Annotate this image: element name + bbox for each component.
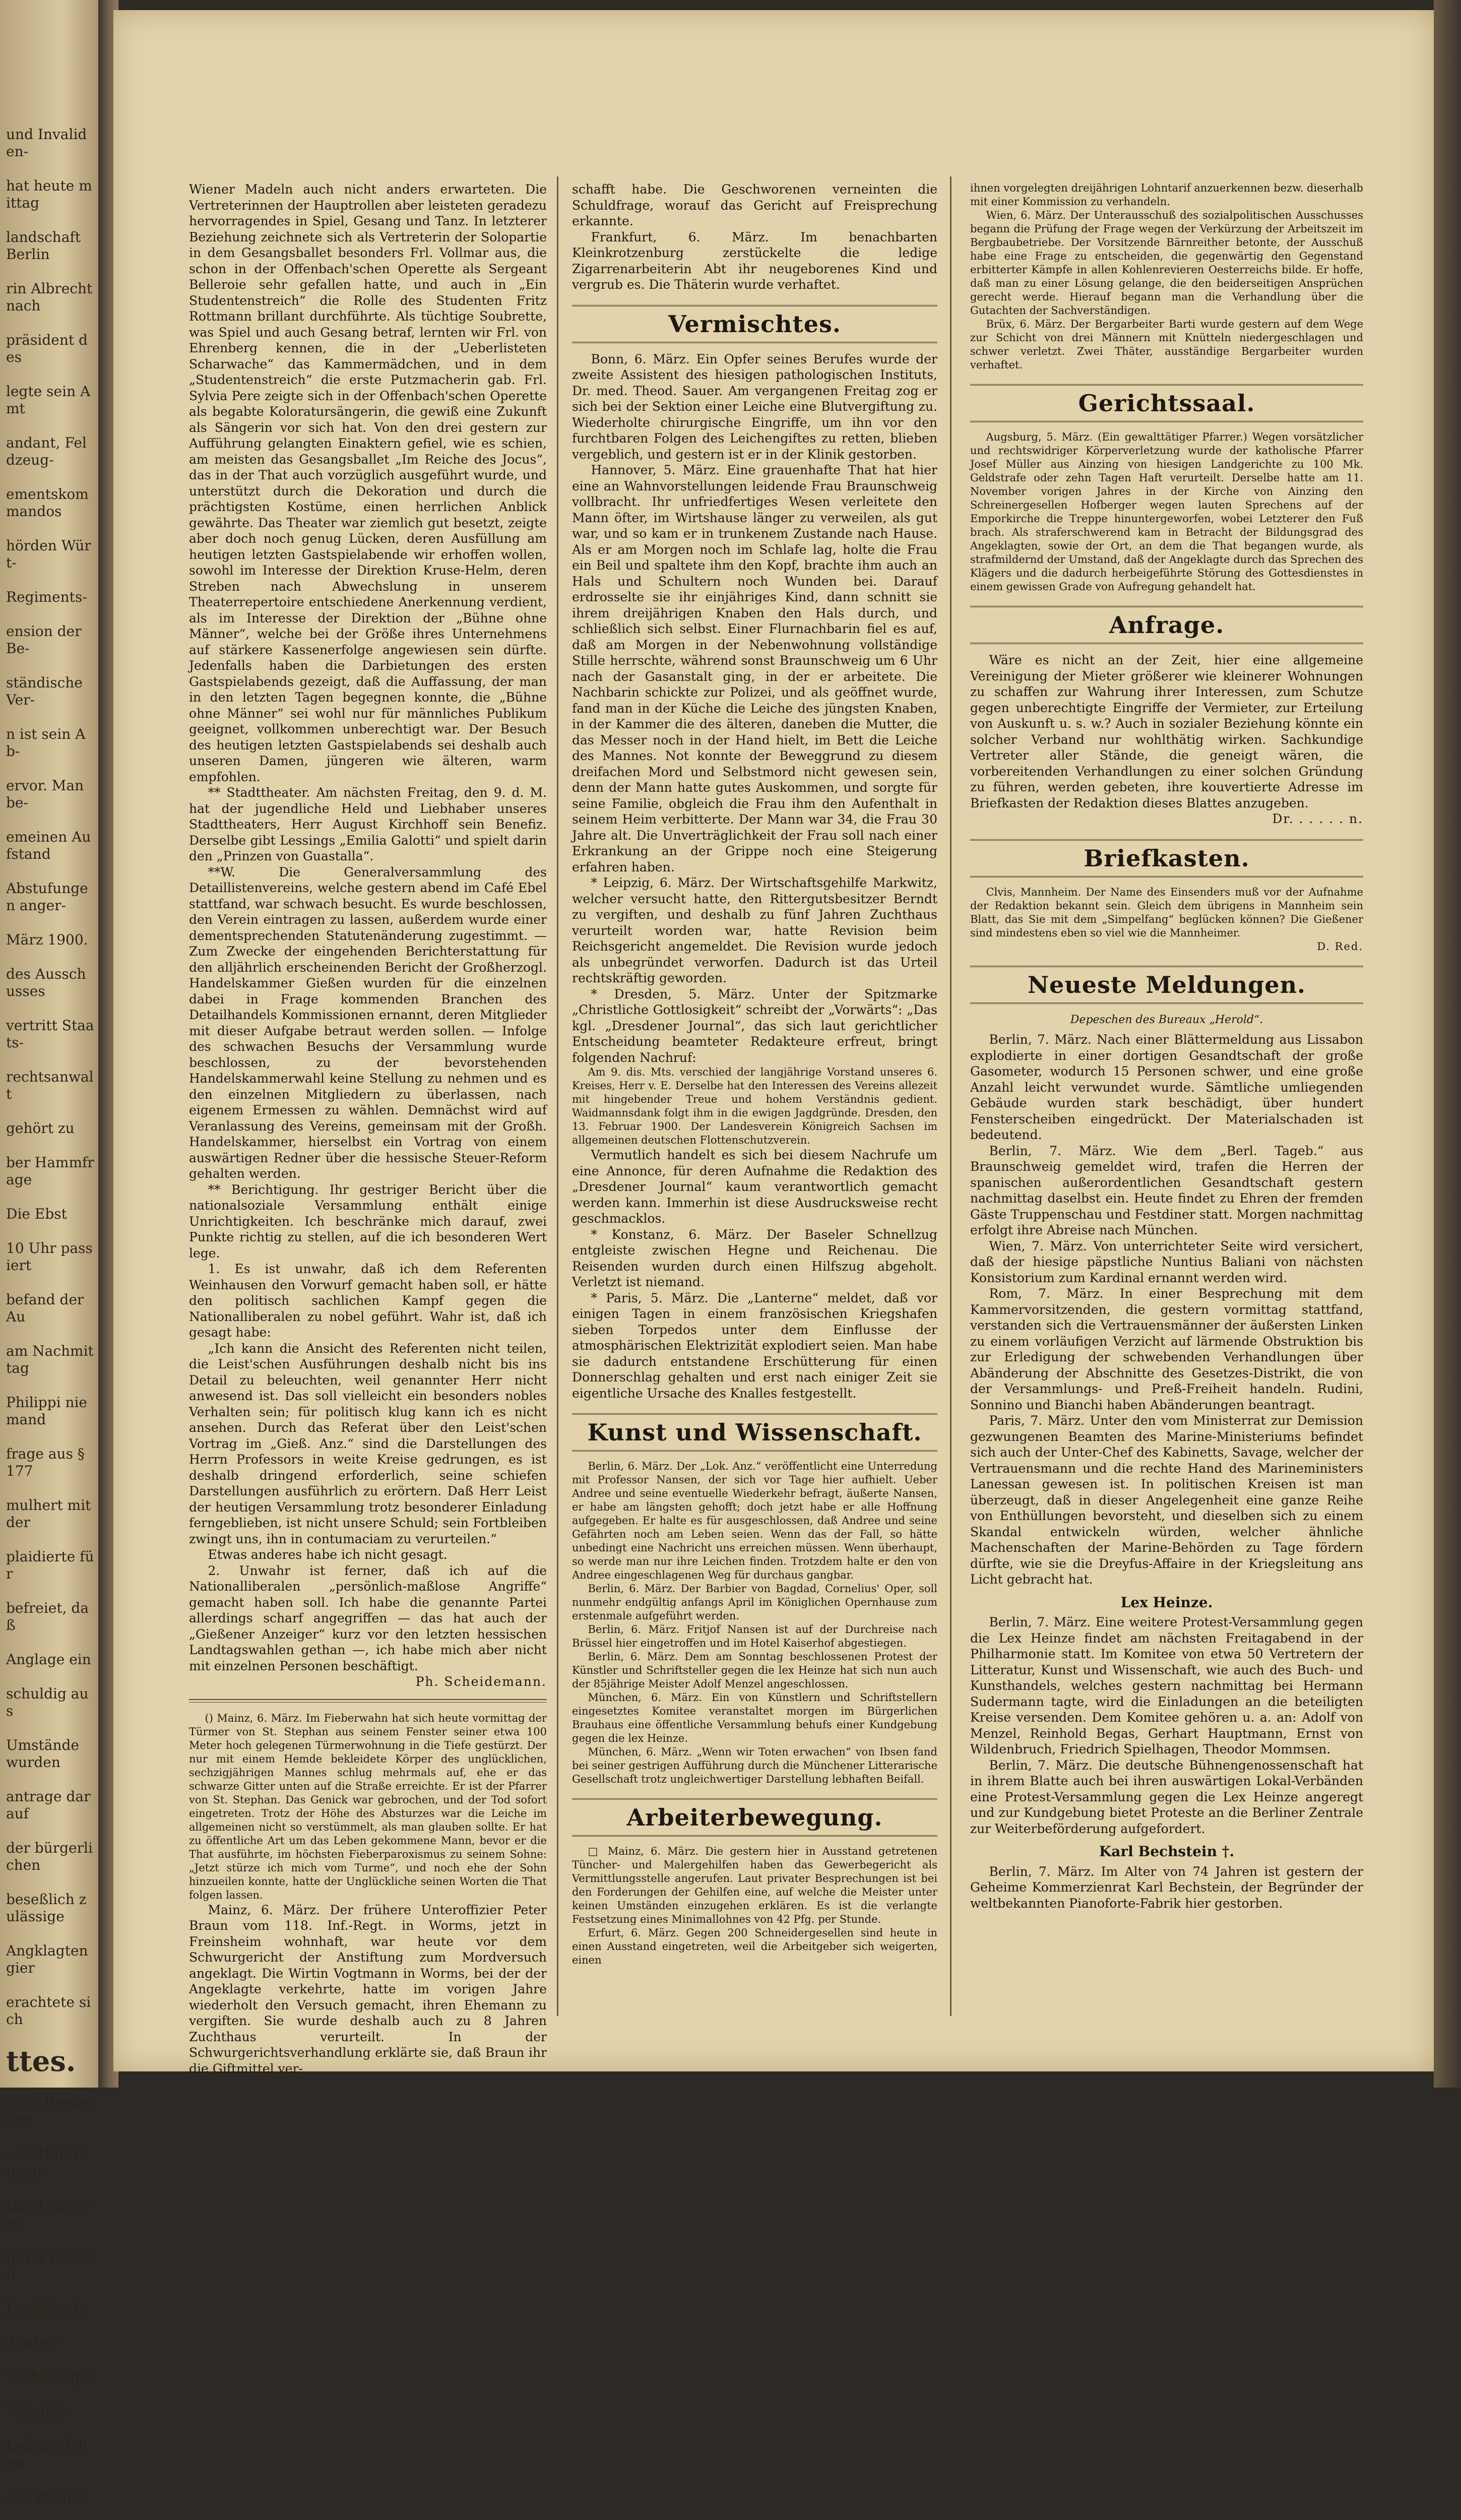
- kunst-item-4: Berlin, 6. März. Dem am Sonntag beschlossenen Protest der Künstler und Schriftsteller gegen die lex Heinze hat sich nun auch der 85jährige Meister Adolf Menzel angeschlossen.: [572, 1651, 937, 1690]
- heading-neueste-meldungen: Neueste Meldungen.: [970, 966, 1363, 1004]
- meldung-rom: Rom, 7. März. In einer Besprechung mit dem Kammervorsitzenden, die gestern vormittag stattfand, verstanden sich die Vertrauensmänner der äußersten Linken zu einem vorläufigen Verzicht auf lärmende Obstruktion bis zur Erledigung der schwebenden Verhandlungen über Abänderung der Abschnitte des Gesetzes-Distrikt, die von der Versammlungs- und Preß-Freiheit handeln. Rudini, Sonnino und Bianchi haben Abänderungen beantragt.: [970, 1286, 1363, 1412]
- kunst-item-1: Berlin, 6. März. Der „Lok. Anz.“ veröffentlicht eine Unterredung mit Professor Nansen, der sich vor Tage hier aufhielt. Ueber Andree und seine eventuelle Wiederkehr befragt, äußerte Nansen, er habe am längsten gehofft; doch jetzt habe er alle Hoffnung aufgegeben. Er halte es für ausgeschlossen, daß Andree und seine Gefährten noch am Leben seien. Wenn das der Fall, so hätte unbedingt eine Nachricht uns erreichen müssen. Wenn überhaupt, so werde man nur ihre Leichen finden. Trotzdem halte er den von Andree eingeschlagenen Weg für durchaus gangbar.: [572, 1460, 937, 1581]
- left-fragment-line: schuldig aus: [6, 1685, 89, 1719]
- berichtigung-point-2: 2. Unwahr ist ferner, daß ich auf die Nationalliberalen „persönlich-maßlose Angriffe“ gemacht haben soll. Ich habe die genannte Partei allerdings scharf angegriffen — das hat auch der „Gießener Anzeiger“ kurz vor den letzten hessischen Landtagswahlen gethan —, ich habe mich aber nicht mit einzelnen Personen beschäftigt.: [189, 1563, 547, 1673]
- dresden-report: * Dresden, 5. März. Unter der Spitzmarke „Christliche Gottlosigkeit“ schreibt der „Vorwärts“: „Das kgl. „Dresdener Journal“, das sich laut gerichtlicher Entscheidung beamteter Redakteure erfreut, bringt folgenden Nachruf:: [572, 986, 937, 1065]
- left-fragment-line: landschaft Berlin: [6, 229, 81, 263]
- heading-lex-heinze: Lex Heinze.: [1120, 1594, 1213, 1611]
- newspaper-page: [113, 10, 1434, 2076]
- left-fragment-line: e Gr. Regierung: [6, 2095, 92, 2128]
- heading-karl-bechstein: Karl Bechstein †.: [1099, 1843, 1235, 1860]
- left-fragment-line: ension der Be-: [6, 623, 82, 657]
- arbeiter-item-2: Erfurt, 6. März. Gegen 200 Schneidergesellen sind heute in einen Ausstand eingetreten, weil die Arbeitgeber sich weigerten, einen: [572, 1927, 937, 1966]
- heading-briefkasten: Briefkasten.: [970, 839, 1363, 877]
- briefkasten-signature: D. Red.: [1317, 940, 1363, 953]
- left-fragment-line: und Invaliden-: [6, 126, 87, 160]
- left-fragment-line: Philippi niemand: [6, 1394, 87, 1428]
- stadttheater-notice: ** Stadttheater. Am nächsten Freitag, den 9. d. M. hat der jugendliche Held und Liebhaber unseres Stadttheaters, Herr August Kirchhoff sein Benefiz. Derselbe gibt Lessings „Emilia Galotti“ und spielt darin den „Prinzen von Guastalla“.: [189, 785, 547, 863]
- arbeiter-item-1: □ Mainz, 6. März. Die gestern hier in Ausstand getretenen Tüncher- und Malergehilfen haben das Gewerbegericht als Vermittlungsstelle angerufen. Laut privater Besprechungen ist bei den Forderungen der Gehilfen eine, auf welche die Meister unter keinen Umständen einzugehen erklären. Es ist die verlangte Festsetzung eines Minimallohnes von 42 Pfg. per Stunde.: [572, 1845, 937, 1925]
- meldung-braunschweig: Berlin, 7. März. Wie dem „Berl. Tageb.“ aus Braunschweig gemeldet wird, trafen die Herren der spanischen außerordentlichen Gesandtschaft gestern nachmittag daselbst ein. Heute findet zu Ehren der fremden Gäste Truppenschau und Festdiner statt. Morgen nachmittag erfolgt ihre Abreise nach München.: [970, 1143, 1363, 1237]
- mainz-tuermer-report: () Mainz, 6. März. Im Fieberwahn hat sich heute vormittag der Türmer von St. Stephan aus seinem Fenster seiner etwa 100 Meter hoch gelegenen Türmerwohnung in die Tiefe gestürzt. Der nur mit einem Hemde bekleidete Körper des unglücklichen, sechzigjährigen Mannes schlug mehrmals auf, ehe er das schwarze Gitter unten auf die Straße erreichte. Er ist der Pfarrer von St. Stephan. Das Genick war gebrochen, und der Tod sofort eingetreten. Trotz der Höhe des Absturzes war die Leiche im allgemeinen nicht so verstümmelt, als man glauben sollte. Er hat zu öffentliche Art um das Leben gekommene Mann, bevor er die That ausführte, im höchsten Fieberparoxismus zu seinem Sohne: „Jetzt stürze ich mich vom Turme“, und noch ehe der Sohn hinzueilen konnte, hatte der Unglückliche seinen Worten die That folgen lassen.: [189, 1712, 547, 1901]
- meldung-paris: Paris, 7. März. Unter den vom Ministerrat zur Demission gezwungenen Beamten des Marine-Ministeriums befindet sich auch der Unter-Chef des Kabinetts, Savage, welcher der Vertrauensmann und die rechte Hand des Marineministers Lanessan gewesen ist. In politischen Kreisen ist man überzeugt, daß in dieser Angelegenheit eine ganze Reihe von Enthüllungen bevorsteht, und dieselben sich zu einem Skandal entwickeln würden, welcher ähnliche Machenschaften der Marine-Behörden zu Tage fördern dürfte, wie sie die Dreyfus-Affaire in der Kriegsleitung ans Licht gebracht hat.: [970, 1413, 1363, 1587]
- left-fragment-line: hörden Würt-: [6, 537, 91, 571]
- separator: [189, 1699, 547, 1703]
- left-fragment-line: rechtsanwalt: [6, 1068, 94, 1102]
- bonn-report: Bonn, 6. März. Ein Opfer seines Berufes wurde der zweite Assistent des hiesigen pathologischen Instituts, Dr. med. Theod. Sauer. Am vergangenen Freitag zog er sich bei der Sektion einer Leiche eine Blutvergiftung zu. Wiederholte chirurgische Eingriffe, um ihn vor den furchtbaren Folgen des Leichengiftes zu retten, blieben vergeblich, und gestern ist er in der Klinik gestorben.: [572, 351, 937, 462]
- left-fragment-line: Technologie: [6, 2369, 92, 2385]
- hannover-report: Hannover, 5. März. Eine grauenhafte That hat hier eine an Wahnvorstellungen leidende Frau Braunschweig vollbracht. Ihr unfriedfertiges Wesen verleitete den Mann öfter, im Wirtshause länger zu verweilen, als gut war, und so kam er in trunkenem Zustande nach Hause. Als er am Morgen noch im Schlafe lag, holte die Frau ein Beil und spaltete ihm den Kopf, brachte ihm auch an Hals und Schultern noch Wunden bei. Darauf erdrosselte sie ihr einjähriges Kind, dann schnitt sie ihrem dreijährigen Knaben den Hals durch, und schließlich sich selbst. Einer Flurnachbarin fiel es auf, daß am Morgen in der Nebenwohnung vollständige Stille herrschte, während sonst Braunschweig um 6 Uhr nach der Gasanstalt ging, in der er arbeitete. Die Nachbarin schickte zur Polizei, und als geöffnet wurde, fand man in der Küche die Leiche des jüngsten Knaben, in der Kammer die des älteren, daneben die Mutter, die das Messer noch in der Hand hielt, im Bett die Leiche des Mannes. Not konnte der Beweggrund zu diesem dreifachen Mord und Selbstmord nicht gewesen sein, denn der Mann hatte gutes Auskommen, und sorgte für seine Familie, obgleich die Frau ihm den Aufenthalt in seinem Heim verbitterte. Der Mann war 34, die Frau 30 Jahre alt. Die Unverträglichkeit der Frau soll nach einer Erkrankung an der Grippe noch eine Steigerung erfahren haben.: [572, 463, 937, 874]
- left-fragment-line: ementskommandos: [6, 486, 89, 520]
- heading-arbeiterbewegung: Arbeiterbewegung.: [572, 1798, 937, 1837]
- kunst-item-5: München, 6. März. Ein von Künstlern und Schriftstellern eingesetztes Komitee veranstaltet morgen im Bürgerlichen Brauhaus eine öffentliche Versammlung behufs einer Kundgebung gegen die lex Heinze.: [572, 1691, 937, 1744]
- berichtigung-intro: ** Berichtigung. Ihr gestriger Bericht über die nationalsoziale Versammlung enthält einige Unrichtigkeiten. Ich beschränke mich darauf, zwei Punkte richtig zu stellen, auf die ich besonderen Wert lege.: [189, 1182, 547, 1261]
- left-fragment-line: ihren Bänden: [6, 2249, 94, 2283]
- signature-scheidemann: Ph. Scheidemann.: [415, 1674, 547, 1689]
- left-fragment-line: andant, Feldzeug-: [6, 434, 87, 468]
- anfrage-signature: Dr. . . . . . n.: [1272, 811, 1363, 826]
- left-fragment-line: Volontär: [6, 2403, 67, 2420]
- left-fragment-line: vertritt Staats-: [6, 1017, 94, 1051]
- left-page-fragments: [6, 126, 94, 2520]
- dresden-nachruf: Am 9. dis. Mts. verschied der langjährige Vorstand unseres 6. Kreises, Herr v. E. Derselbe hat den Interessen des Vereins allezeit mit hingebender Treue und hohem Verständnis gedient. Waidmannsdank folgt ihm in die ewigen Jagdgründe. Dresden, den 13. Februar 1900. Der Landesverein Königreich Sachsen im allgemeinen deutschen Flottenschutzverein.: [572, 1066, 937, 1146]
- berichtigung-point-1: 1. Es ist unwahr, daß ich dem Referenten Weinhausen den Vorwurf gemacht haben soll, er hätte den politisch sachlichen Kampf gegen die Nationalliberalen zu nobel geführt. Wahr ist, daß ich gesagt habe:: [189, 1262, 547, 1340]
- detaillisten-verein-report: **W. Die Generalversammlung des Detaillistenvereins, welche gestern abend im Café Ebel stattfand, war schwach besucht. Es wurde beschlossen, den Verein eintragen zu lassen, außerdem wurde einer dementsprechenden Statutenänderung zugestimmt. — Zum Zwecke der eingehenden Berichterstattung für den alljährlich erscheinenden Bericht der Großherzogl. Handelskammer Gießen wurden für die einzelnen dabei in Frage kommenden Branchen des Detailhandels Kommissionen ernannt, deren Mitglieder mit dieser Aufgabe betraut werden sollen. — Infolge des schwachen Besuchs der Versammlung wurde beschlossen, zu der bevorstehenden Handelskammerwahl keine Stellung zu nehmen und es den einzelnen Mitgliedern zu überlassen, nach eigenem Ermessen zu wählen. Demnächst wird auf Veranlassung des Vereins, gemeinsam mit der Großh. Handelskammer, hierselbst ein Vortrag von einem auswärtigen Redner über die hessische Steuer-Reform gehalten werden.: [189, 864, 547, 1181]
- left-fragment-line: ttes.: [6, 2045, 76, 2078]
- left-fragment-line: emeinen Aufstand: [6, 829, 91, 862]
- verdict-text: schafft habe. Die Geschworenen verneinten die Schuldfrage, worauf das Gericht auf Freisprechung erkannte.: [572, 182, 937, 228]
- left-fragment-line: plaidierte für: [6, 1548, 94, 1582]
- left-fragment-line: Im Monat Fe-: [6, 2197, 90, 2231]
- left-fragment-line: Regiments-: [6, 589, 87, 605]
- meldung-wien: Wien, 7. März. Von unterrichteter Seite wird versichert, daß der hiesige päpstliche Nuntius Baliani von nächsten Konsistorium zum Kardinal ernannt werden wird.: [970, 1238, 1363, 1285]
- bechstein-obituary: Berlin, 7. März. Im Alter von 74 Jahren ist gestern der Geheime Kommerzienrat Karl Bechstein, der Begründer der weltbekannten Pianoforte-Fabrik hier gestorben.: [970, 1864, 1363, 1911]
- left-fragment-line: und Häterlinnen: [6, 2146, 89, 2180]
- leipzig-report: * Leipzig, 6. März. Der Wirtschaftsgehilfe Markwitz, welcher versucht hatte, den Rittergutsbesitzer Berndt zu vergiften, und deshalb zu fünf Jahren Zuchthaus verurteilt worden war, hatte Revision beim Reichsgericht angemeldet. Die Revision wurde jedoch als unbegründet verworfen. Dadurch ist das Urteil rechtskräftig geworden.: [572, 875, 937, 985]
- kunst-item-2: Berlin, 6. März. Der Barbier von Bagdad, Cornelius' Oper, soll nunmehr endgültig anfangs April im Königlichen Opernhause zum erstenmale aufgeführt werden.: [572, 1583, 937, 1622]
- left-fragment-line: des Wiener: [6, 2489, 87, 2505]
- heading-anfrage: Anfrage.: [970, 606, 1363, 644]
- left-fragment-line: beseßlich zulässige: [6, 1891, 87, 1925]
- left-fragment-line: legte sein Amt: [6, 383, 91, 417]
- left-fragment-line: Lehrmädchen: [6, 2437, 88, 2471]
- meldung-lissabon: Berlin, 7. März. Nach einer Blättermeldung aus Lissabon explodierte in einer dortigen Gesandtschaft der große Gasometer, wodurch 15 Personen schwer, und eine große Anzahl leicht verwundet wurde. Sämtliche umliegenden Gebäude wurden stark beschädigt, über hundert Fensterscheiben eingedrückt. Der Materialschaden ist bedeutend.: [970, 1032, 1363, 1142]
- left-fragment-line: antrage darauf: [6, 1788, 91, 1822]
- left-fragment-line: erachtete sich: [6, 1994, 91, 2028]
- mainz-braun-report: Mainz, 6. März. Der frühere Unteroffizier Peter Braun vom 118. Inf.-Regt. in Worms, jetzt in Freinsheim wohnhaft, war heute vor dem Schwurgericht der Anstiftung zum Mordversuch angeklagt. Die Wirtin Vogtmann in Worms, bei der der Angeklagte verkehrte, hatte im vorigen Jahre wiederholt den Versuch gemacht, ihren Ehemann zu vergiften. Sie wurde deshalb auch zu 8 Jahren Zuchthaus verurteilt. In der Schwurgerichtsverhandlung erklärte sie, daß Braun ihr die Giftmittel ver-: [189, 1902, 547, 2076]
- heading-vermischtes: Vermischtes.: [572, 305, 937, 343]
- left-fragment-line: Die Ebst: [6, 1206, 67, 1222]
- depeschen-subtitle: Depeschen des Bureaux „Herold“.: [1070, 1013, 1263, 1026]
- book-edge: [1434, 0, 1461, 2088]
- wien-ausschuss-report: Wien, 6. März. Der Unterausschuß des sozialpolitischen Ausschusses begann die Prüfung der Frage wegen der Verkürzung der Arbeitszeit im Bergbaubetriebe. Der Vorsitzende Bärnreither betonte, der Ausschuß habe eine Frage zu entscheiden, die gegenwärtig den Gegenstand erbitterter Kämpfe in allen Kohlenrevieren Oesterreichs bilde. Er hoffe, daß man zu einer Lösung gelange, die den beiderseitigen Ansprüchen gerecht werde. Hierauf begann man die Verhandlung über die Gutachten der Sachverständigen.: [970, 209, 1363, 317]
- left-fragment-line: gehört zu: [6, 1120, 75, 1137]
- heading-gerichtssaal: Gerichtssaal.: [970, 384, 1363, 422]
- left-fragment-line: Umstände wurden: [6, 1737, 79, 1771]
- kunst-item-6: München, 6. März. „Wenn wir Toten erwachen“ von Ibsen fand bei seiner gestrigen Aufführung durch die Münchener Litterarische Gesellschaft trotz ungleichwertiger Darstellung lebhaften Beifall.: [572, 1746, 937, 1785]
- anfrage-text: Wäre es nicht an der Zeit, hier eine allgemeine Vereinigung der Mieter größerer wie kleinerer Wohnungen zu schaffen zur Wahrung ihrer Interessen, zum Schutze gegen unberechtigte Eingriffe der Vermieter, zur Erteilung von Auskunft u. s. w.? Auch in sozialer Beziehung könnte ein solcher Verband nur wohlthätig wirken. Sachkundige Vertreter aller Stände, die geneigt wären, die vorbereitenden Verhandlungen zu einer solchen Gründung zu führen, werden gebeten, ihre kouvertierte Adresse im Briefkasten der Redaktion dieses Blattes anzugeben.: [970, 653, 1363, 810]
- left-fragment-line: befand der Au: [6, 1291, 84, 1325]
- lex-heinze-item-1: Berlin, 7. März. Eine weitere Protest-Versammlung gegen die Lex Heinze findet am nächsten Freitagabend in der Philharmonie statt. Im Komitee von etwa 50 Vertretern der Litteratur, Kunst und Wissenschaft, wie auch des Buch- und Kunsthandels, welches gestern nachmittag bei Hermann Sudermann tagte, wird die Einladungen an die beteiligten Kreise versenden. Dem Komitee gehören u. a. an: Adolf von Menzel, Reinhold Begas, Gerhart Hauptmann, Ernst von Wildenbruch, Friedrich Spielhagen, Theodor Mommsen.: [970, 1615, 1363, 1756]
- left-fragment-line: Angklagten gier: [6, 1942, 88, 1976]
- left-fragment-line: mulhert mit der: [6, 1497, 91, 1531]
- left-fragment-line: am Nachmittag: [6, 1343, 94, 1376]
- lohntarif-text: ihnen vorgelegten dreijährigen Lohntarif anzuerkennen bezw. dieserhalb mit einer Kommission zu verhandeln.: [970, 182, 1364, 208]
- left-fragment-line: frage aus § 177: [6, 1445, 85, 1479]
- kunst-item-3: Berlin, 6. März. Fritjof Nansen ist auf der Durchreise nach Brüssel hier eingetroffen und im Hotel Kaiserhof abgestiegen.: [572, 1623, 937, 1649]
- konstanz-report: * Konstanz, 6. März. Der Baseler Schnellzug entgleiste zwischen Hegne und Reichenau. Die Reisenden wurden durch einen Hilfszug abgeholt. Verletzt ist niemand.: [572, 1227, 937, 1289]
- left-fragment-line: hat heute mittag: [6, 177, 92, 211]
- left-fragment-line: ber Hammfrage: [6, 1154, 94, 1188]
- column-3: [970, 181, 1363, 2016]
- left-fragment-line: präsident des: [6, 332, 88, 365]
- left-page-margin: [0, 0, 103, 2505]
- left-fragment-line: Anglage ein: [6, 1651, 91, 1668]
- dresden-comment: Vermutlich handelt es sich bei diesem Nachrufe um eine Annonce, für deren Aufnahme die Redaktion des „Dresdener Journal“ kaum verantwortlich gemacht werden kann. Immerhin ist diese Ausdrucksweise recht geschmacklos.: [572, 1148, 937, 1226]
- theater-review-text: Wiener Madeln auch nicht anders erwarteten. Die Vertreterinnen der Hauptrollen aber leisteten geradezu hervorragendes in Spiel, Gesang und Tanz. In letzterer Beziehung zeichnete sich als Vertreterin der Solopartie in dem Gesangsballet besonders Frl. Vollmar aus, die schon in der Offenbach'schen Operette als Sergeant Belleroie sehr gefallen hatte, und auch in „Ein Studentenstreich“ die Rolle des Studenten Fritz Rottmann brillant durchführte. Als tüchtige Soubrette, was Spiel und auch Gesang betraf, lernten wir Frl. von Ehrenberg kennen, die in der „Ueberlisteten Scharwache“ das Kammermädchen, und in dem „Studentenstreich“ die erste Putzmacherin gab. Frl. Sylvia Pere zeigte sich in der Offenbach'schen Operette als begabte Koloratursängerin, die gewiß eine Zukunft als Sängerin vor sich hat. Von den drei gestern zur Aufführung gelangten Einaktern gefiel, wie es schien, am meisten das Gesangsballet „Im Reiche des Jocus“, das in der That auch vorzüglich ausgeführt wurde, und unterstützt durch die Dekoration und durch die prächtigsten Kostüme, einen herrlichen Anblick gewährte. Das Theater war ziemlich gut besetzt, zeigte aber doch noch genug Lücken, deren Ausfüllung am heutigen letzten Gastspielabende wir erhoffen wollen, sowohl im Interesse der Direktion Kruse-Helm, deren Streben nach Abwechslung in unserem Theaterrepertoire entschiedene Anerkennung verdient, als im Interesse der Direktion der „Bühne ohne Männer“, welche bei der Größe ihres Unternehmens auf stärkere Kassenerfolge angewiesen sein dürfte. Jedenfalls haben die Darbietungen des ersten Gastspielabends gezeigt, daß die Auffassung, der man in den letzten Tagen begegnen konnte, die „Bühne ohne Männer“ sei wohl nur für männliches Publikum geeignet, vollkommen unberechtigt war. Der Besuch des heutigen letzten Gastspielabends sei deshalb auch unseren Damen, jüngeren wie älteren, warm empfohlen.: [189, 182, 547, 784]
- column-1: [189, 181, 547, 2076]
- left-fragment-line: Zinder-: [6, 2335, 58, 2351]
- left-fragment-line: befreiet, daß: [6, 1600, 89, 1633]
- augsburg-report: Augsburg, 5. März. (Ein gewalttätiger Pfarrer.) Wegen vorsätzlicher und rechtswidriger Körperverletzung wurde der katholische Pfarrer Josef Müller aus Ainzing von hiesigen Landgerichte zu 100 Mk. Geldstrafe oder zehn Tagen Haft verurteilt. Derselbe hatte am 11. November vorigen Jahres in der Kirche von Ainzing den Schreinergesellen Hofberger wegen lauten Sprechens auf der Emporkirche die Treppe hinuntergeworfen, wobei Letzterer den Fuß brach. Als straferschwerend kam in Betracht der Bildungsgrad des Angeklagten, sowie der Ort, an dem die That begangen wurde, als strafmildernd der Umstand, daß der Angeklagte durch das Sprechen des Klägers und die dadurch herbeigeführte Störung des Gottesdienstes in einem gewissen Grade von Aufregung gehandelt hat.: [970, 431, 1363, 593]
- left-fragment-line: n ist sein Ab-: [6, 726, 86, 760]
- left-fragment-line: der bürgerlichen: [6, 1840, 93, 1873]
- berichtigung-quote: „Ich kann die Ansicht des Referenten nicht teilen, die Leist'schen Ausführungen deshalb nicht bis ins Detail zu beleuchten, weil genannter Herr nicht anwesend ist. Das soll vielleicht ein besonders nobles Verhalten sein; für politisch klug kann ich es nicht ansehen. Durch das Referat über den Leist'schen Vortrag im „Gieß. Anz.“ sind die Darstellungen des Herrn Professors in weite Kreise gedrungen, es ist deshalb dringend erforderlich, seine schiefen Darstellungen ausführlich zu erörtern. Daß Herr Leist der heutigen Versammlung trotz besonderer Einladung ferngeblieben, ist nicht unsere Schuld; sein Fortbleiben zwingt uns, ihn in contumaciam zu verurteilen.“: [189, 1341, 547, 1546]
- left-fragment-line: 10 Uhr passiert: [6, 1240, 93, 1274]
- left-fragment-line: Abstufungen anger-: [6, 880, 88, 914]
- lex-heinze-item-2: Berlin, 7. März. Die deutsche Bühnengenossenschaft hat in ihrem Blatte auch bei ihren auswärtigen Lokal-Verbänden eine Protest-Versammlung gegen die Lex Heinze angeregt und zur Kundgebung bietet Proteste an die Berliner Zentrale zur Weiterbeförderung aufgefordert.: [970, 1757, 1363, 1836]
- left-fragment-line: ervor. Man be-: [6, 777, 84, 811]
- left-fragment-line: ständische Ver-: [6, 674, 83, 708]
- left-fragment-line: Erzählende: [6, 2300, 88, 2317]
- brux-report: Brüx, 6. März. Der Bergarbeiter Barti wurde gestern auf dem Wege zur Schicht von drei Männern mit Knütteln niedergeschlagen und schwer verletzt. Zwei Thäter, ausständige Bergarbeiter wurden verhaftet.: [970, 318, 1363, 371]
- column-2: [572, 181, 937, 2016]
- heading-kunst-wissenschaft: Kunst und Wissenschaft.: [572, 1413, 937, 1452]
- left-fragment-line: rin Albrecht nach: [6, 280, 93, 314]
- briefkasten-text: Clvis, Mannheim. Der Name des Einsenders muß vor der Aufnahme der Redaktion bekannt sein. Gleich dem übrigens in Mannheim sein Blatt, das Sie mit dem „Simpelfang“ beglücken können? Die Gießener sind mindestens eben so viel wie die Mannheimer.: [970, 886, 1363, 939]
- paris-report: * Paris, 5. März. Die „Lanterne“ meldet, daß vor einigen Tagen in einem französischen Kriegshafen sieben Torpedos unter dem Einflusse der atmosphärischen Elektrizität explodiert seien. Man habe sie dadurch entstandene Erschütterung für einen Donnerschlag gehalten und erst nach einiger Zeit sie eigentliche Ursache des Knalles festgestellt.: [572, 1290, 937, 1401]
- left-fragment-line: März 1900.: [6, 931, 88, 948]
- berichtigung-note: Etwas anderes habe ich nicht gesagt.: [208, 1547, 448, 1562]
- column-rule-1: [557, 176, 558, 2016]
- frankfurt-report: Frankfurt, 6. März. Im benachbarten Kleinkrotzenburg zerstückelte die ledige Zigarrenarbeiterin Abt ihr neugeborenes Kind und vergrub es. Die Thäterin wurde verhaftet.: [572, 229, 937, 292]
- left-fragment-line: des Ausschusses: [6, 966, 86, 999]
- column-rule-2: [950, 176, 951, 2016]
